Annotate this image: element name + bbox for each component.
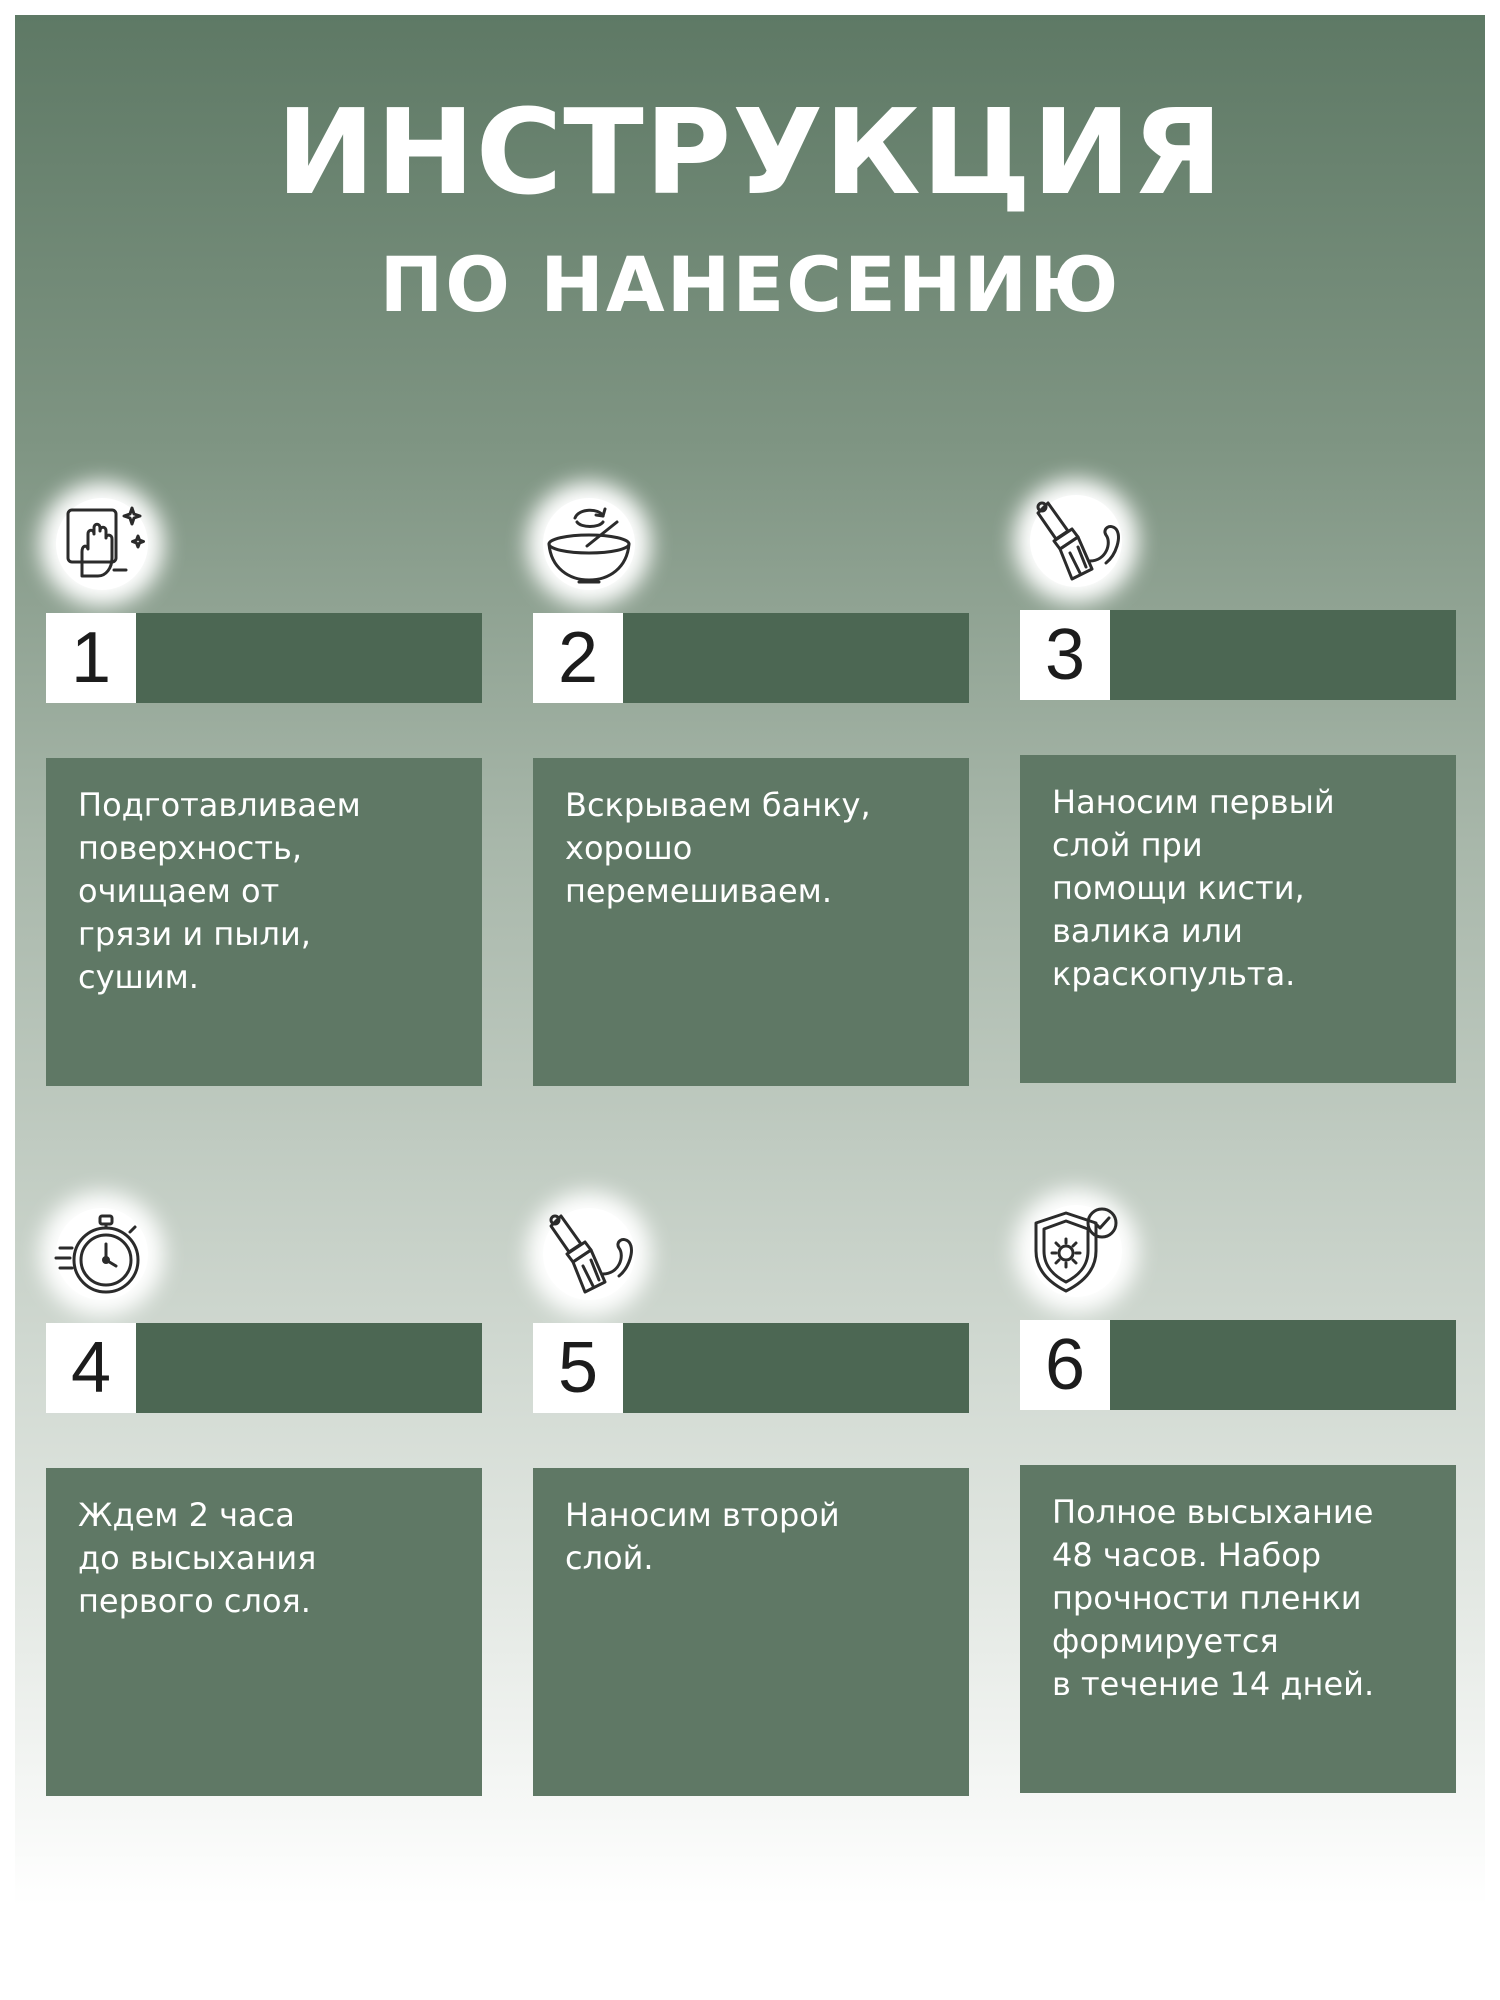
page-subtitle: ПО НАНЕСЕНИЮ (379, 240, 1121, 329)
step-number: 1 (46, 613, 136, 703)
step-description: Наносим второй слой. (565, 1496, 840, 1577)
stopwatch-icon (46, 1198, 158, 1310)
step-number-bar (533, 613, 969, 703)
mixing-bowl-icon (533, 488, 645, 600)
step-description: Наносим первый слой при помощи кисти, валика или краскопульта. (1052, 783, 1335, 993)
step-number-bar (1020, 1320, 1456, 1410)
step-description-card (1020, 755, 1456, 1083)
paint-brush-icon (533, 1198, 645, 1310)
paint-brush-icon (1020, 485, 1132, 597)
step-number-bar (46, 1323, 482, 1413)
step-description-card (46, 1468, 482, 1796)
step-description-card (46, 758, 482, 1086)
step-number: 2 (533, 613, 623, 703)
shield-gear-check-icon (1020, 1195, 1132, 1307)
step-description-card (533, 758, 969, 1086)
cleaning-hand-icon (46, 488, 158, 600)
step-description-card (1020, 1465, 1456, 1793)
step-number: 4 (46, 1323, 136, 1413)
step-description: Полное высыхание 48 часов. Набор прочности пленки формируется в течение 14 дней. (1052, 1493, 1375, 1703)
step-number-bar (533, 1323, 969, 1413)
step-description-card (533, 1468, 969, 1796)
step-description: Вскрываем банку, хорошо перемешиваем. (565, 786, 871, 910)
step-number-bar (46, 613, 482, 703)
step-number: 5 (533, 1323, 623, 1413)
step-number-bar (1020, 610, 1456, 700)
step-number: 6 (1020, 1320, 1110, 1410)
page-title: ИНСТРУКЦИЯ (276, 83, 1224, 221)
step-number: 3 (1020, 610, 1110, 700)
instruction-panel (15, 15, 1485, 1985)
step-description: Подготавливаем поверхность, очищаем от грязи и пыли, сушим. (78, 786, 361, 996)
step-description: Ждем 2 часа до высыхания первого слоя. (78, 1496, 317, 1620)
